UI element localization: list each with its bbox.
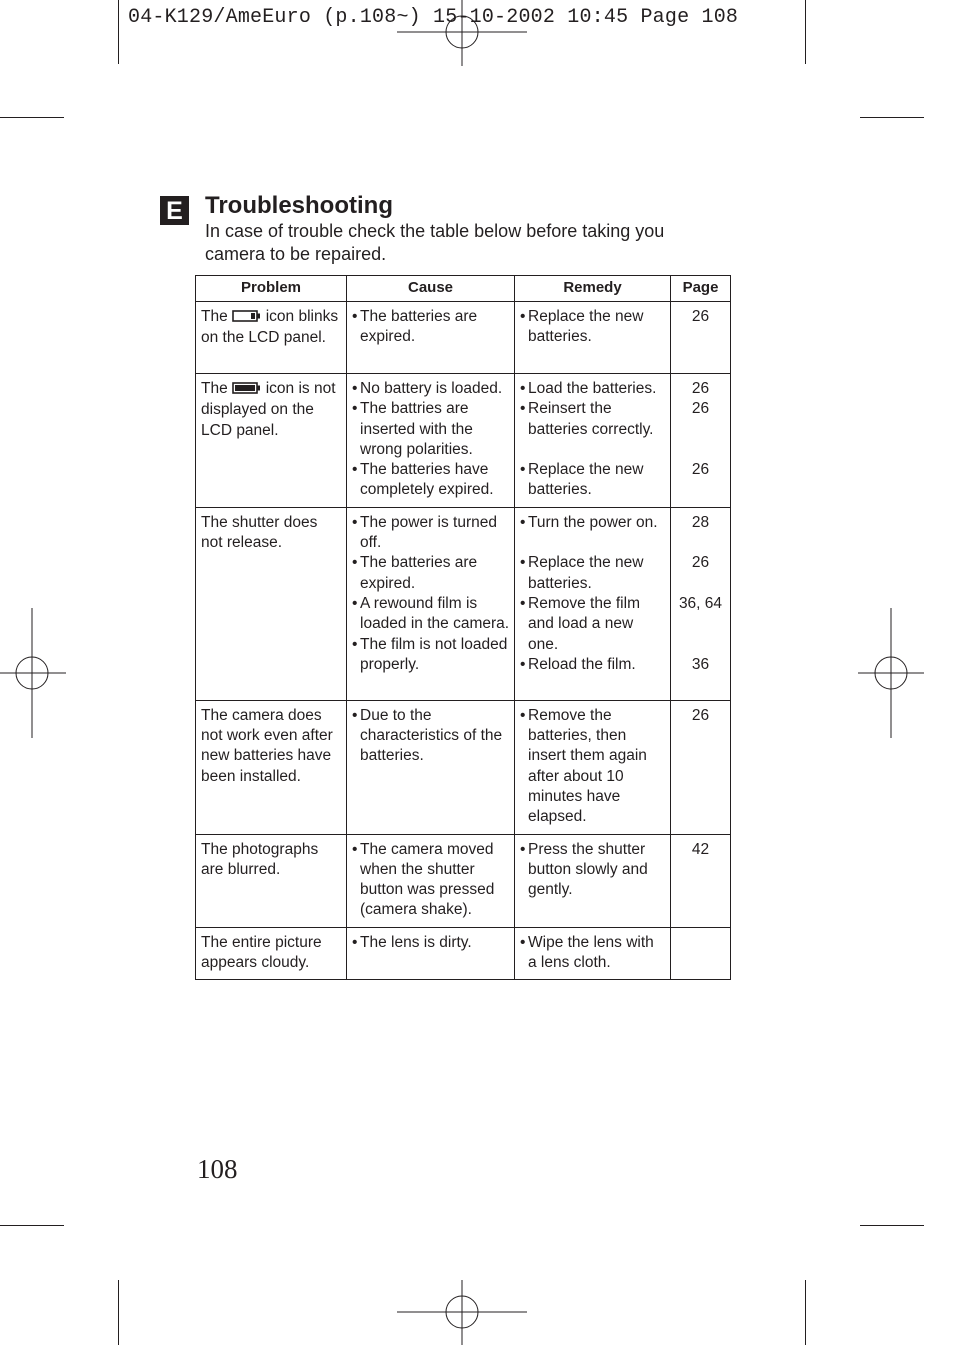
column-header-problem: Problem (196, 276, 347, 302)
page-ref: 36 (691, 655, 710, 673)
page-cell (671, 302, 731, 374)
remedy-item: • Replace the new batteries. (520, 307, 666, 348)
cause-item: • The batteries are expired. (352, 553, 510, 594)
page-ref: 26 (691, 706, 710, 724)
problem-cell (196, 507, 347, 700)
remedy-cell (515, 927, 671, 980)
column-header-page: Page (671, 276, 731, 302)
troubleshooting-table (195, 275, 731, 980)
cause-cell (347, 507, 515, 700)
crop-mark (118, 1280, 119, 1345)
battery-empty-icon (232, 308, 262, 328)
page-ref: 28 (691, 513, 710, 531)
registration-mark-icon (858, 608, 924, 738)
page-ref: 26 (691, 400, 710, 418)
remedy-item: • Remove the film and load a new one. (520, 594, 666, 655)
page-ref: 26 (691, 308, 710, 325)
remedy-cell (515, 700, 671, 834)
cause-item: • The battries are inserted with the wrong polarities. (352, 399, 510, 460)
crop-mark (805, 0, 806, 64)
cause-item: • The lens is dirty. (352, 933, 510, 953)
cause-item: • Due to the characteristics of the batteries. (352, 706, 510, 767)
table-row (196, 834, 731, 927)
remedy-item: • Reload the film. (520, 655, 666, 675)
page-ref: 26 (691, 380, 710, 397)
crop-mark (118, 0, 119, 64)
cause-cell (347, 927, 515, 980)
language-badge: E (160, 196, 189, 225)
remedy-item: • Replace the new batteries. (520, 460, 666, 501)
page-ref: 42 (691, 840, 710, 858)
remedy-item: • Reinsert the batteries correctly. (520, 399, 666, 440)
problem-text: icon is (265, 380, 310, 397)
page-title: Troubleshooting (205, 192, 393, 219)
cause-item: • The batteries are expired. (352, 307, 510, 348)
cause-item: • The film is not loaded properly. (352, 635, 510, 676)
remedy-item: • Remove the batteries, then insert them again after about 10 minutes have elapsed. (520, 706, 666, 828)
problem-text: The shutter does not release. (201, 513, 318, 552)
intro-text: In case of trouble check the table below before taking you camera to be repaired. (205, 221, 665, 264)
remedy-item: • Replace the new batteries. (520, 553, 666, 594)
crop-mark (860, 117, 924, 118)
problem-cell (196, 374, 347, 508)
cause-item: • The batteries have completely expired. (352, 460, 510, 501)
problem-text: icon (265, 308, 295, 325)
cause-item: • The camera moved when the shutter button was pressed (camera shake). (352, 840, 510, 921)
problem-text: not displayed on the LCD panel. (201, 380, 336, 439)
crop-mark (0, 117, 64, 118)
page-ref: 36, 64 (678, 594, 723, 612)
page-cell (671, 700, 731, 834)
page-cell (671, 374, 731, 508)
remedy-cell (515, 834, 671, 927)
page-cell (671, 507, 731, 700)
registration-mark-icon (397, 0, 527, 66)
crop-mark (0, 1225, 64, 1226)
page-ref: 26 (691, 461, 710, 479)
table-row (196, 374, 731, 508)
page-cell (671, 834, 731, 927)
page-ref: 26 (691, 554, 710, 572)
table-row (196, 302, 731, 374)
cause-item: • No battery is loaded. (352, 379, 510, 399)
table-row (196, 927, 731, 980)
column-header-remedy: Remedy (515, 276, 671, 302)
problem-cell (196, 834, 347, 927)
cause-cell (347, 700, 515, 834)
remedy-item: • Press the shutter button slowly and gently. (520, 840, 666, 901)
problem-text: The photographs are blurred. (201, 840, 319, 878)
cause-cell (347, 374, 515, 508)
battery-full-icon (232, 380, 262, 400)
cause-cell (347, 834, 515, 927)
problem-text: The (201, 380, 228, 397)
problem-cell (196, 302, 347, 374)
cause-item: • The power is turned off. (352, 513, 510, 554)
problem-text: The entire picture appears cloudy. (201, 933, 322, 972)
registration-mark-icon (0, 608, 66, 738)
table-row (196, 700, 731, 834)
remedy-cell (515, 302, 671, 374)
page-cell (671, 927, 731, 980)
crop-mark (860, 1225, 924, 1226)
problem-text: The camera does not work even after new batteries have been installed. (201, 706, 333, 785)
remedy-item: • Turn the power on. (520, 513, 666, 533)
remedy-cell (515, 507, 671, 700)
problem-cell (196, 700, 347, 834)
problem-text: blinks on the LCD panel. (201, 308, 339, 347)
remedy-item: • Wipe the lens with a lens cloth. (520, 933, 666, 974)
crop-mark (805, 1280, 806, 1345)
problem-cell (196, 927, 347, 980)
column-header-cause: Cause (347, 276, 515, 302)
cause-item: • A rewound film is loaded in the camera. (352, 594, 510, 635)
remedy-item: • Load the batteries. (520, 379, 666, 399)
cause-cell (347, 302, 515, 374)
table-row (196, 507, 731, 700)
registration-mark-icon (397, 1280, 527, 1345)
table-header-row (196, 276, 731, 302)
remedy-cell (515, 374, 671, 508)
page-number: 108 (197, 1154, 238, 1184)
print-slug-line: 04-K129/AmeEuro (p.108~) 15-10-2002 10:45 Page 108 (128, 6, 739, 29)
problem-text: The (201, 308, 228, 325)
